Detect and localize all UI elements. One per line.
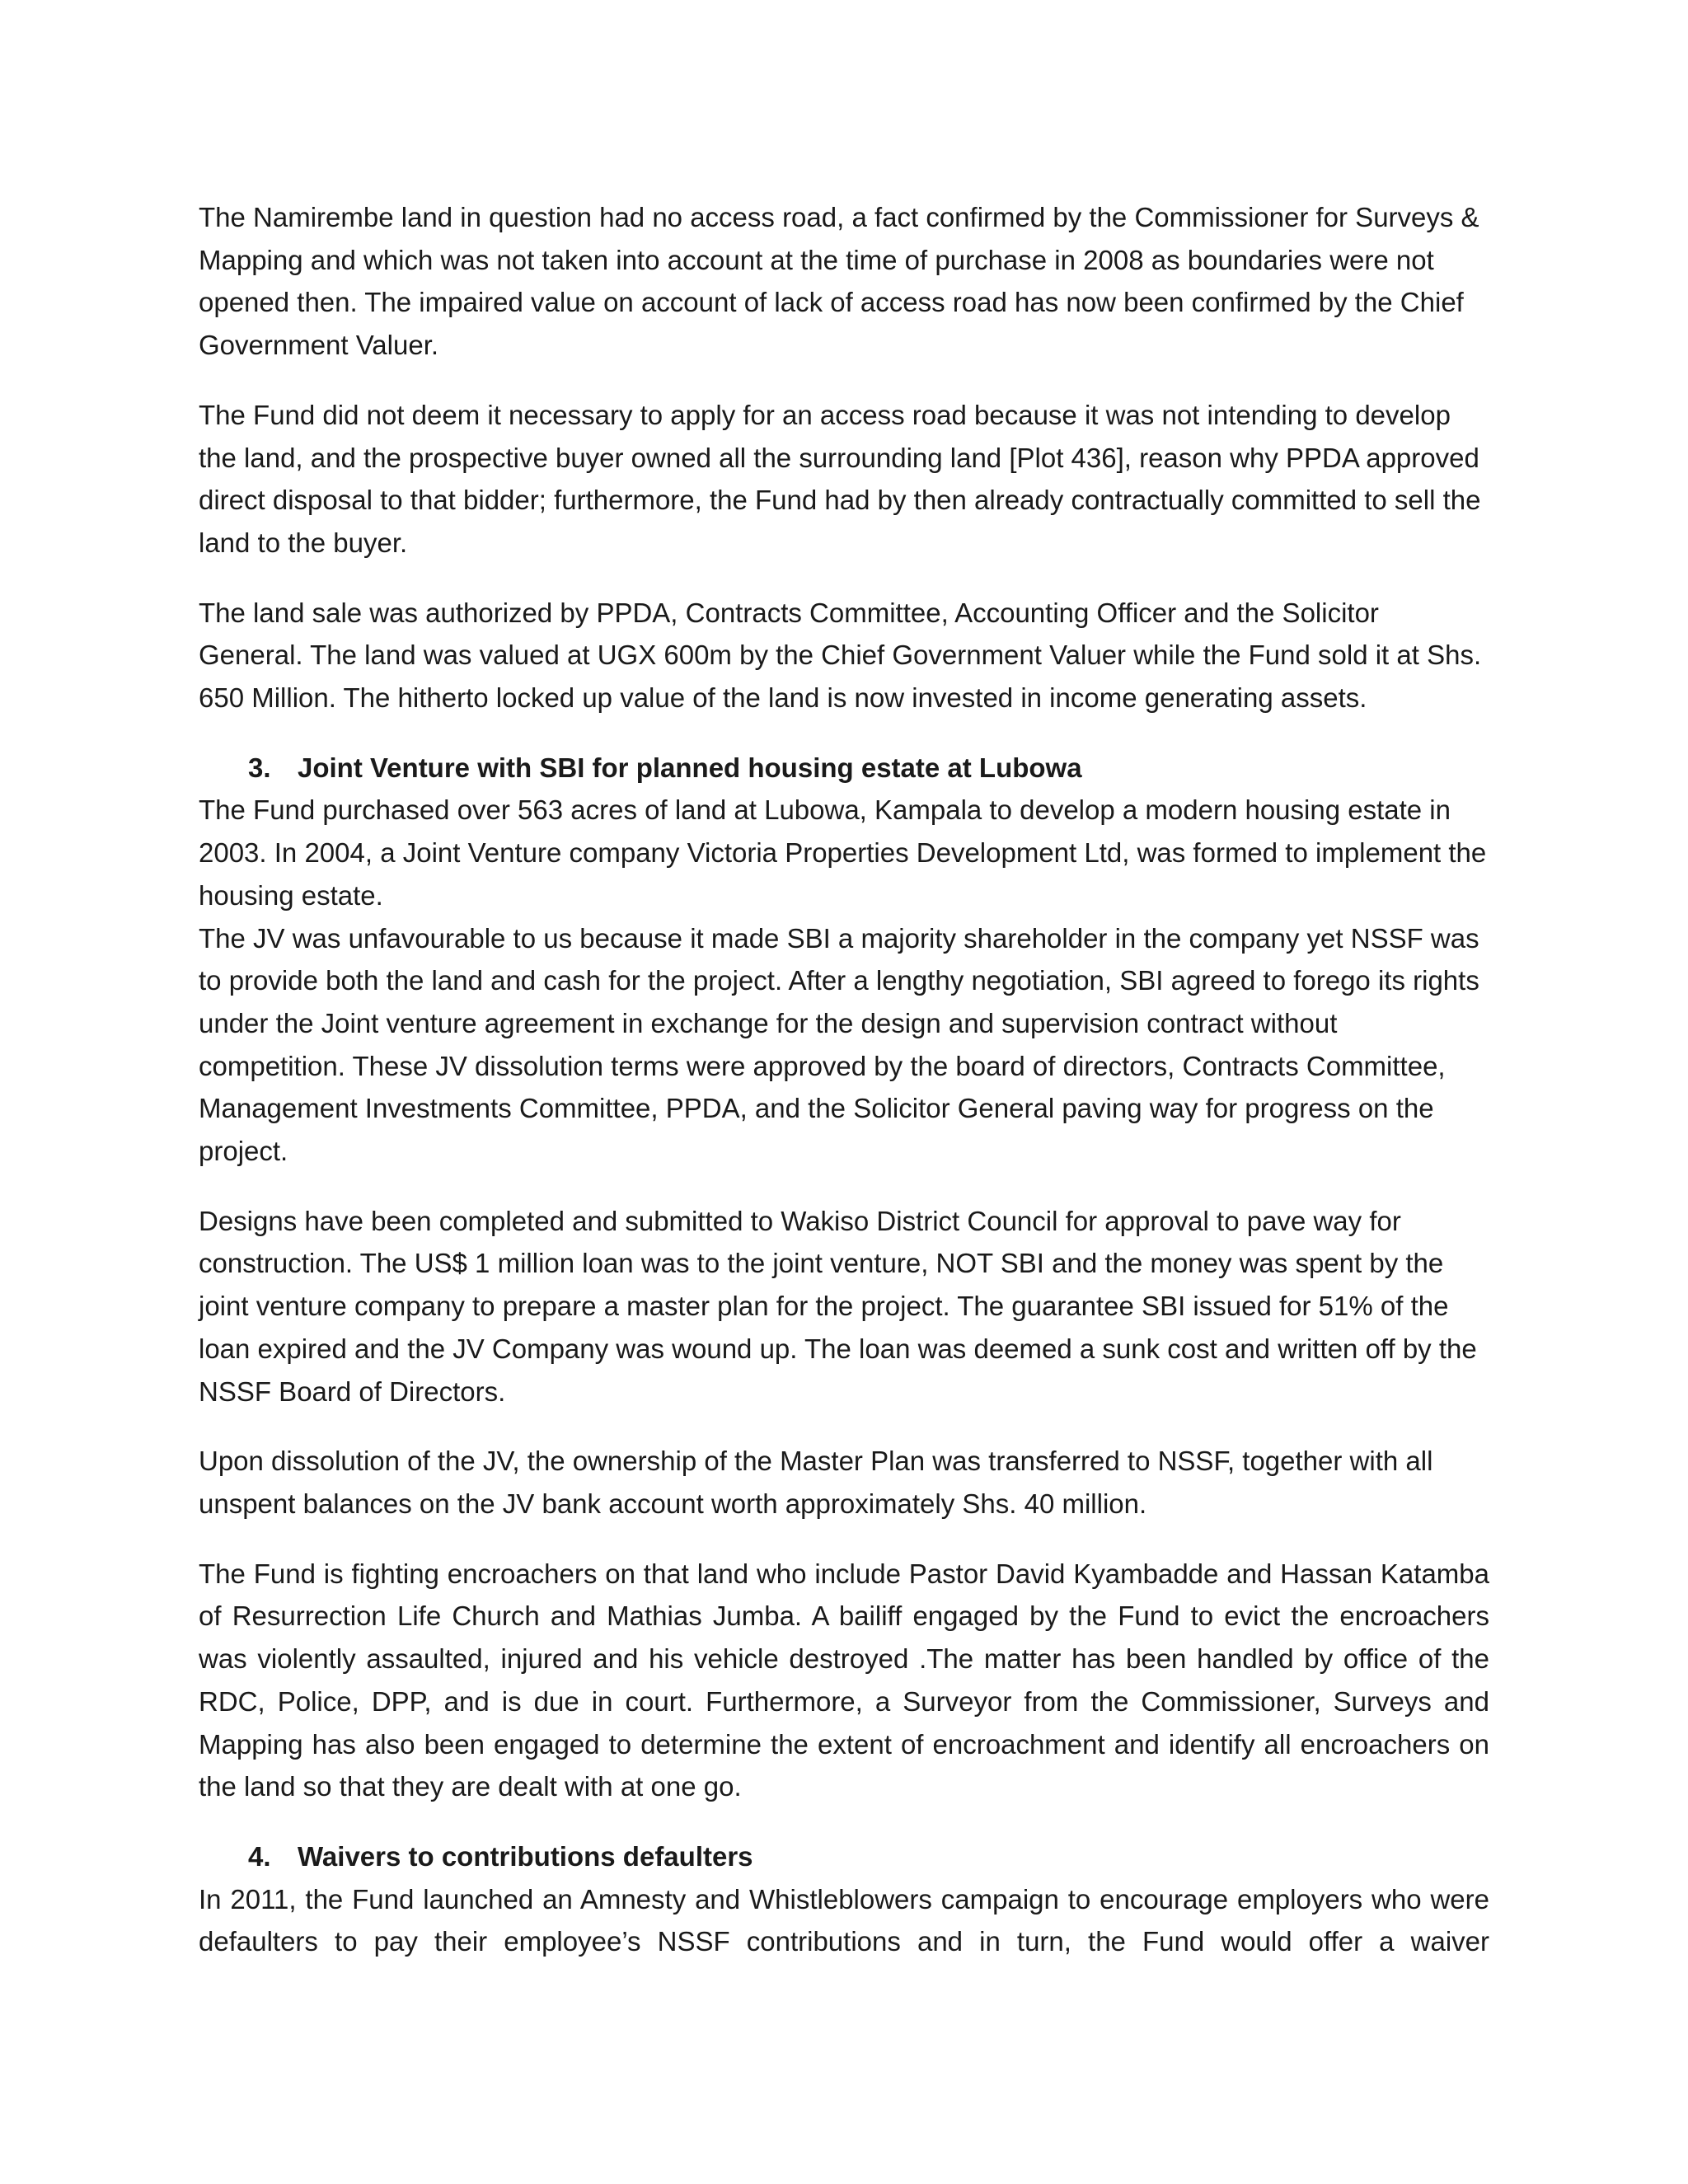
paragraph-land-sale-authorization: The land sale was authorized by PPDA, Contracts Committee, Accounting Officer and the Solicitor General. The land was valued at UGX 600m by the Chief Government Valuer while the Fund sold it at Shs. 650 Million. The hitherto locked up value of the land is now invested in income generating assets.: [199, 597, 1482, 714]
section-number: 4.: [248, 1840, 271, 1872]
paragraph-encroachers: The Fund is fighting encroachers on that land who include Pastor David Kyambadde and Hassan Katamba of Resurrection Life Church and Mathias Jumba. A bailiff engaged by the Fund to evict the encroachers was violently assaulted, injured and his vehicle destroyed .The matter has been handled by office of the RDC, Police, DPP, and is due in court. Furthermore, a Surveyor from the Commissioner, Surveys and Mapping has also been engaged to determine the extent of encroachment and identify all encroachers on the land so that they are dealt with at one go.: [199, 1558, 1489, 1802]
paragraph-namirembe-access-road: The Namirembe land in question had no access road, a fact confirmed by the Commissioner for Surveys & Mapping and which was not taken into account at the time of purchase in 2008 as boundaries were not opened then. The impaired value on account of lack of access road has now been confirmed by the Chief Government Valuer.: [199, 202, 1479, 361]
section-heading-waivers: [199, 1835, 1489, 1878]
paragraph-jv-unfavourable: The JV was unfavourable to us because it made SBI a majority shareholder in the company yet NSSF was to provide both the land and cash for the project. After a lengthy negotiation, SBI agreed to forego its rights under the Joint venture agreement in exchange for the design and supervision contract without competition. These JV dissolution terms were approved by the board of directors, Contracts Committee, Management Investments Committee, PPDA, and the Solicitor General paving way for progress on the project.: [199, 922, 1479, 1167]
section-number: 3.: [248, 752, 271, 783]
paragraph-access-road-application: The Fund did not deem it necessary to apply for an access road because it was not intending to develop the land, and the prospective buyer owned all the surrounding land [Plot 436], reason why PPDA approved direct disposal to that bidder; furthermore, the Fund had by then already contractually committed to sell the land to the buyer.: [199, 399, 1481, 558]
section-title: Joint Venture with SBI for planned housing estate at Lubowa: [298, 752, 1082, 783]
paragraph-jv-dissolution: Upon dissolution of the JV, the ownership of the Master Plan was transferred to NSSF, together with all unspent balances on the JV bank account worth approximately Shs. 40 million.: [199, 1446, 1433, 1519]
paragraph-amnesty-campaign: In 2011, the Fund launched an Amnesty and Whistleblowers campaign to encourage employers who were defaulters to pay their employee’s NSSF contributions and in turn, the Fund would offer a waiver: [199, 1883, 1489, 1957]
document-page: [199, 196, 1489, 1963]
paragraph-designs-completed: Designs have been completed and submitted to Wakiso District Council for approval to pave way for construction. The US$ 1 million loan was to the joint venture, NOT SBI and the money was spent by the joint venture company to prepare a master plan for the project. The guarantee SBI issued for 51% of the loan expired and the JV Company was wound up. The loan was deemed a sunk cost and written off by the NSSF Board of Directors.: [199, 1205, 1477, 1407]
section-title: Waivers to contributions defaulters: [298, 1840, 753, 1872]
paragraph-lubowa-purchase: The Fund purchased over 563 acres of land at Lubowa, Kampala to develop a modern housing estate in 2003. In 2004, a Joint Venture company Victoria Properties Development Ltd, was formed to implement the housing estate.: [199, 794, 1487, 911]
section-heading-joint-venture: [199, 747, 1489, 790]
